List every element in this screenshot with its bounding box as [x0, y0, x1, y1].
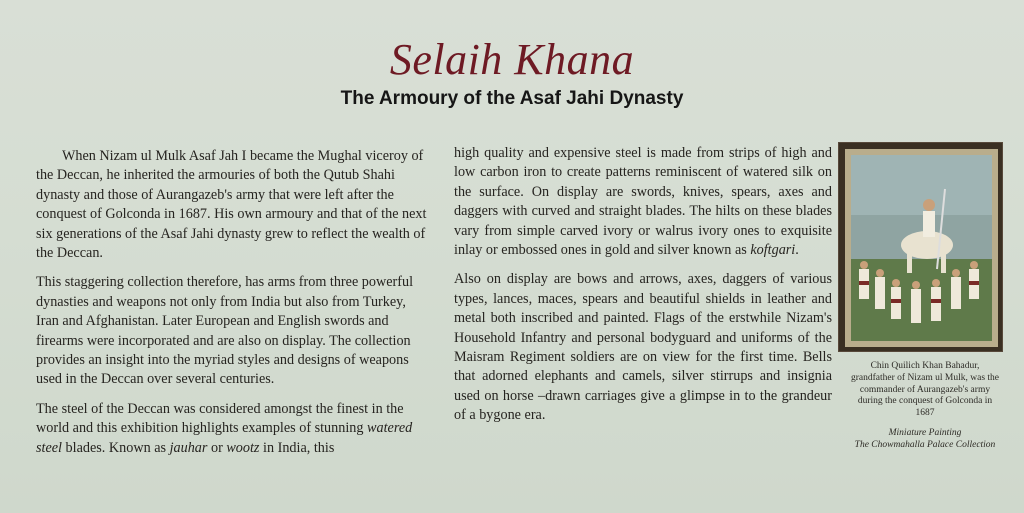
- painting-image: [845, 149, 998, 347]
- page-subtitle: The Armoury of the Asaf Jahi Dynasty: [340, 88, 684, 109]
- text-column-left: [36, 147, 431, 468]
- caption-medium: Miniature Painting: [888, 427, 962, 438]
- page-title: Selaih Khana: [389, 35, 635, 84]
- caption-description: Chin Quilich Khan Bahadur, grandfather of Nizam ul Mulk, was the commander of Aurangazeb's army during the conquest of Golconda in 1687: [851, 361, 999, 419]
- paragraph-display: Also on display are bows and arrows, axes, daggers of various types, lances, maces, spears and beautiful shields in leather and metal both inscribed and painted. Flags of the erstwhile Nizam's Household Infantry and personal bodyguard and uniforms of the Maisram Regiment soldiers are on view for the first time. Bells that adorned elephants and camels, silver stirrups and insignia used on horse –drawn carriages give a glimpse in to the grandeur of a bygone era.: [454, 271, 832, 424]
- paragraph-collection: This staggering collection therefore, has arms from three powerful dynasties and weapons not only from India but also from Turkey, Iran and Afghanistan. Later European and English swords and firearms were incorporated and are also on display. The collection provides an insight into the myriad styles and designs of weapons used in the Deccan over several centuries.: [36, 274, 414, 388]
- miniature-painting: [838, 142, 1003, 352]
- caption-collection: The Chowmahalla Palace Collection: [854, 439, 996, 450]
- painting-caption: [850, 361, 1000, 452]
- paragraph-intro: When Nizam ul Mulk Asaf Jah I became the Mughal viceroy of the Deccan, he inherited the armouries of both the Qutub Shahi dynasty and those of Aurangazeb's army that were left after the conquest of Golconda in 1687. His own armoury and that of the next six generations of the Asaf Jahi dynasty grew to reflect the wealth of the Deccan.: [36, 148, 427, 262]
- paragraph-steel: The steel of the Deccan was considered amongst the finest in the world and this exhibition highlights examples of stunning watered steel blades. Known as jauhar or wootz in India, this: [36, 400, 413, 456]
- paragraph-steel-continued: high quality and expensive steel is made from strips of high and low carbon iron to create patterns reminiscent of watered silk on the surface. On display are swords, knives, spears, axes and daggers with curved and straight blades. The hilts on these blades vary from simple carved ivory or walrus ivory ones to exquisite inlay or embossed ones in gold and silver known as koftgari.: [454, 145, 832, 259]
- text-column-middle: [454, 144, 832, 436]
